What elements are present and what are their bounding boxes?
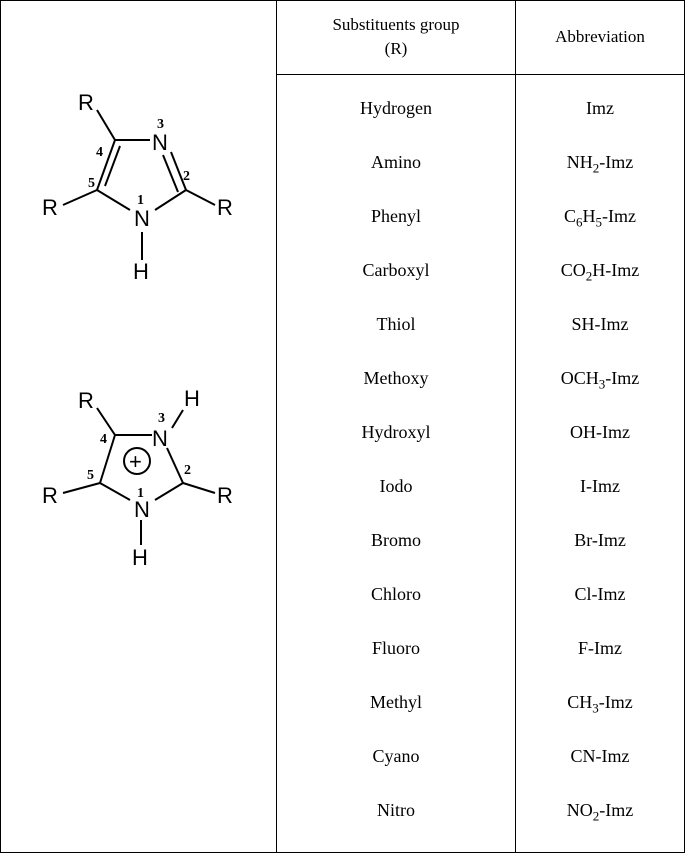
- bond: [97, 408, 115, 435]
- substituent-cell: Cyano: [372, 746, 420, 766]
- locant: 1: [137, 193, 144, 208]
- abbreviation-text: SH-Imz: [571, 314, 629, 334]
- bond: [63, 483, 100, 493]
- bond: [63, 190, 97, 205]
- substituent-cell: Chloro: [370, 584, 421, 604]
- abbreviation-text: -Imz: [598, 692, 633, 712]
- abbreviation-text: -Imz: [599, 152, 634, 172]
- substituent-cell: Iodo: [379, 476, 413, 496]
- locant: 2: [183, 169, 190, 184]
- locant: 3: [157, 117, 164, 132]
- bond: [167, 448, 183, 483]
- atom-r: R: [78, 90, 94, 115]
- abbreviation-cell: [516, 93, 684, 123]
- substituent-cell: Phenyl: [370, 206, 421, 226]
- atom-h: H: [132, 545, 148, 570]
- subscript: 5: [595, 214, 603, 230]
- substituent-cell: Fluoro: [371, 638, 420, 658]
- subscript: 3: [592, 700, 599, 716]
- abbreviation-text: C: [564, 206, 577, 226]
- abbreviation-cell: [516, 633, 684, 663]
- header-substituents-line2: (R): [384, 39, 408, 58]
- bond: [183, 483, 215, 493]
- abbreviation-text: OCH: [560, 368, 599, 388]
- bond: [97, 190, 130, 210]
- substituent-cell: Carboxyl: [362, 260, 430, 280]
- bond: [100, 483, 130, 500]
- abbreviation-cell: [516, 417, 684, 447]
- abbreviation-text: NO: [566, 800, 593, 820]
- bond: [172, 410, 183, 428]
- substituent-cell: Methyl: [370, 692, 422, 712]
- abbreviation-text: -Imz: [605, 368, 640, 388]
- abbreviation-cell: [516, 795, 684, 825]
- substituent-cell: Hydroxyl: [361, 422, 431, 442]
- substituent-cell: Amino: [370, 152, 421, 172]
- abbreviation-text: H-Imz: [592, 260, 640, 280]
- header-substituents-line1: Substituents group: [332, 15, 460, 34]
- header-substituents: [277, 0, 515, 74]
- subscript: 6: [576, 214, 583, 230]
- abbreviation-text: CO: [560, 260, 586, 280]
- header-abbreviation: [516, 0, 684, 74]
- abbreviation-text: Imz: [586, 98, 614, 118]
- bond: [155, 483, 183, 500]
- abbreviation-text: Cl-Imz: [574, 584, 626, 604]
- bond: [155, 190, 186, 210]
- abbreviation-cell: [516, 363, 684, 393]
- substituent-cell: Thiol: [376, 314, 416, 334]
- locant: 2: [184, 463, 191, 478]
- abbreviation-text: -Imz: [599, 800, 634, 820]
- locant: 1: [137, 486, 144, 501]
- bond: [97, 110, 115, 140]
- header-divider: [277, 74, 685, 75]
- bond: [163, 155, 178, 192]
- abbreviation-text: I-Imz: [580, 476, 620, 496]
- locant: 3: [158, 411, 165, 426]
- abbreviation-cell: [516, 471, 684, 501]
- atom-h: H: [184, 386, 200, 411]
- bond: [105, 146, 120, 186]
- abbreviation-cell: [516, 201, 684, 231]
- abbreviation-cell: [516, 687, 684, 717]
- atom-r: R: [78, 388, 94, 413]
- imidazolium-structure: [0, 370, 276, 610]
- header-abbreviation-label: Abbreviation: [555, 27, 645, 46]
- abbreviation-cell: [516, 147, 684, 177]
- atom-r: R: [217, 483, 233, 508]
- locant: 5: [88, 176, 95, 191]
- atom-n: N: [134, 206, 150, 231]
- atom-n: N: [134, 497, 150, 522]
- subscript: 2: [585, 268, 593, 284]
- atom-r: R: [42, 195, 58, 220]
- atom-r: R: [217, 195, 233, 220]
- substituent-cell: Nitro: [377, 800, 415, 820]
- abbreviation-text: OH-Imz: [570, 422, 630, 442]
- atom-n: N: [152, 130, 168, 155]
- subscript: 2: [592, 160, 600, 176]
- abbreviation-cell: [516, 741, 684, 771]
- positive-charge: +: [129, 449, 142, 474]
- locant: 4: [100, 432, 107, 447]
- subscript: 3: [598, 376, 606, 392]
- bond: [186, 190, 215, 205]
- atom-n: N: [152, 426, 168, 451]
- atom-r: R: [42, 483, 58, 508]
- abbreviation-text: H: [582, 206, 596, 226]
- abbreviation-cell: [516, 255, 684, 285]
- abbreviation-cell: [516, 579, 684, 609]
- substituent-cell: Methoxy: [363, 368, 429, 388]
- abbreviation-cell: [516, 525, 684, 555]
- abbreviation-text: Br-Imz: [574, 530, 626, 550]
- abbreviation-text: -Imz: [602, 206, 636, 226]
- abbreviation-text: CN-Imz: [570, 746, 630, 766]
- locant: 5: [87, 468, 94, 483]
- abbreviation-text: F-Imz: [578, 638, 622, 658]
- imidazole-structure: [0, 0, 276, 300]
- subscript: 2: [592, 808, 600, 824]
- locant: 4: [96, 145, 103, 160]
- substituent-cell: Hydrogen: [360, 98, 432, 118]
- substituent-cell: Bromo: [370, 530, 421, 550]
- atom-h: H: [133, 259, 149, 284]
- abbreviation-cell: [516, 309, 684, 339]
- abbreviation-text: NH: [566, 152, 593, 172]
- abbreviation-text: CH: [567, 692, 593, 712]
